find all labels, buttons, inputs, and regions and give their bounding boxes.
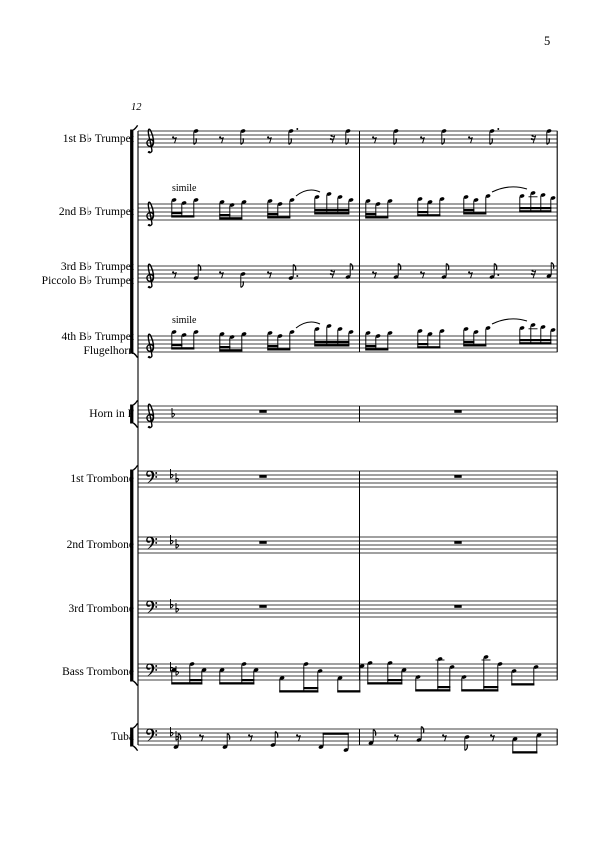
staff-label-trombone-3: 3rd Trombone	[68, 603, 134, 615]
measure-number: 12	[131, 102, 142, 113]
staff-label-trombone-2: 2nd Trombone	[66, 539, 134, 551]
staff-label-trombone-1: 1st Trombone	[70, 473, 134, 485]
staff-label-trumpet-3: 3rd B♭ Trumpet Piccolo B♭ Trumpet	[41, 261, 134, 287]
staff-label-horn: Horn in F	[89, 408, 134, 420]
staff-label-tuba: Tuba	[110, 731, 134, 743]
staff-label-trumpet-4: 4th B♭ Trumpet Flugelhorn	[61, 331, 134, 357]
expression-simile-trumpet-2: simile	[172, 183, 197, 194]
staff-label-bass-trombone: Bass Trombone	[62, 666, 134, 678]
staff-label-trumpet-1: 1st B♭ Trumpet	[62, 133, 134, 145]
expression-simile-trumpet-4: simile	[172, 315, 197, 326]
staff-label-trumpet-2: 2nd B♭ Trumpet	[58, 206, 134, 218]
page-number: 5	[544, 34, 551, 48]
